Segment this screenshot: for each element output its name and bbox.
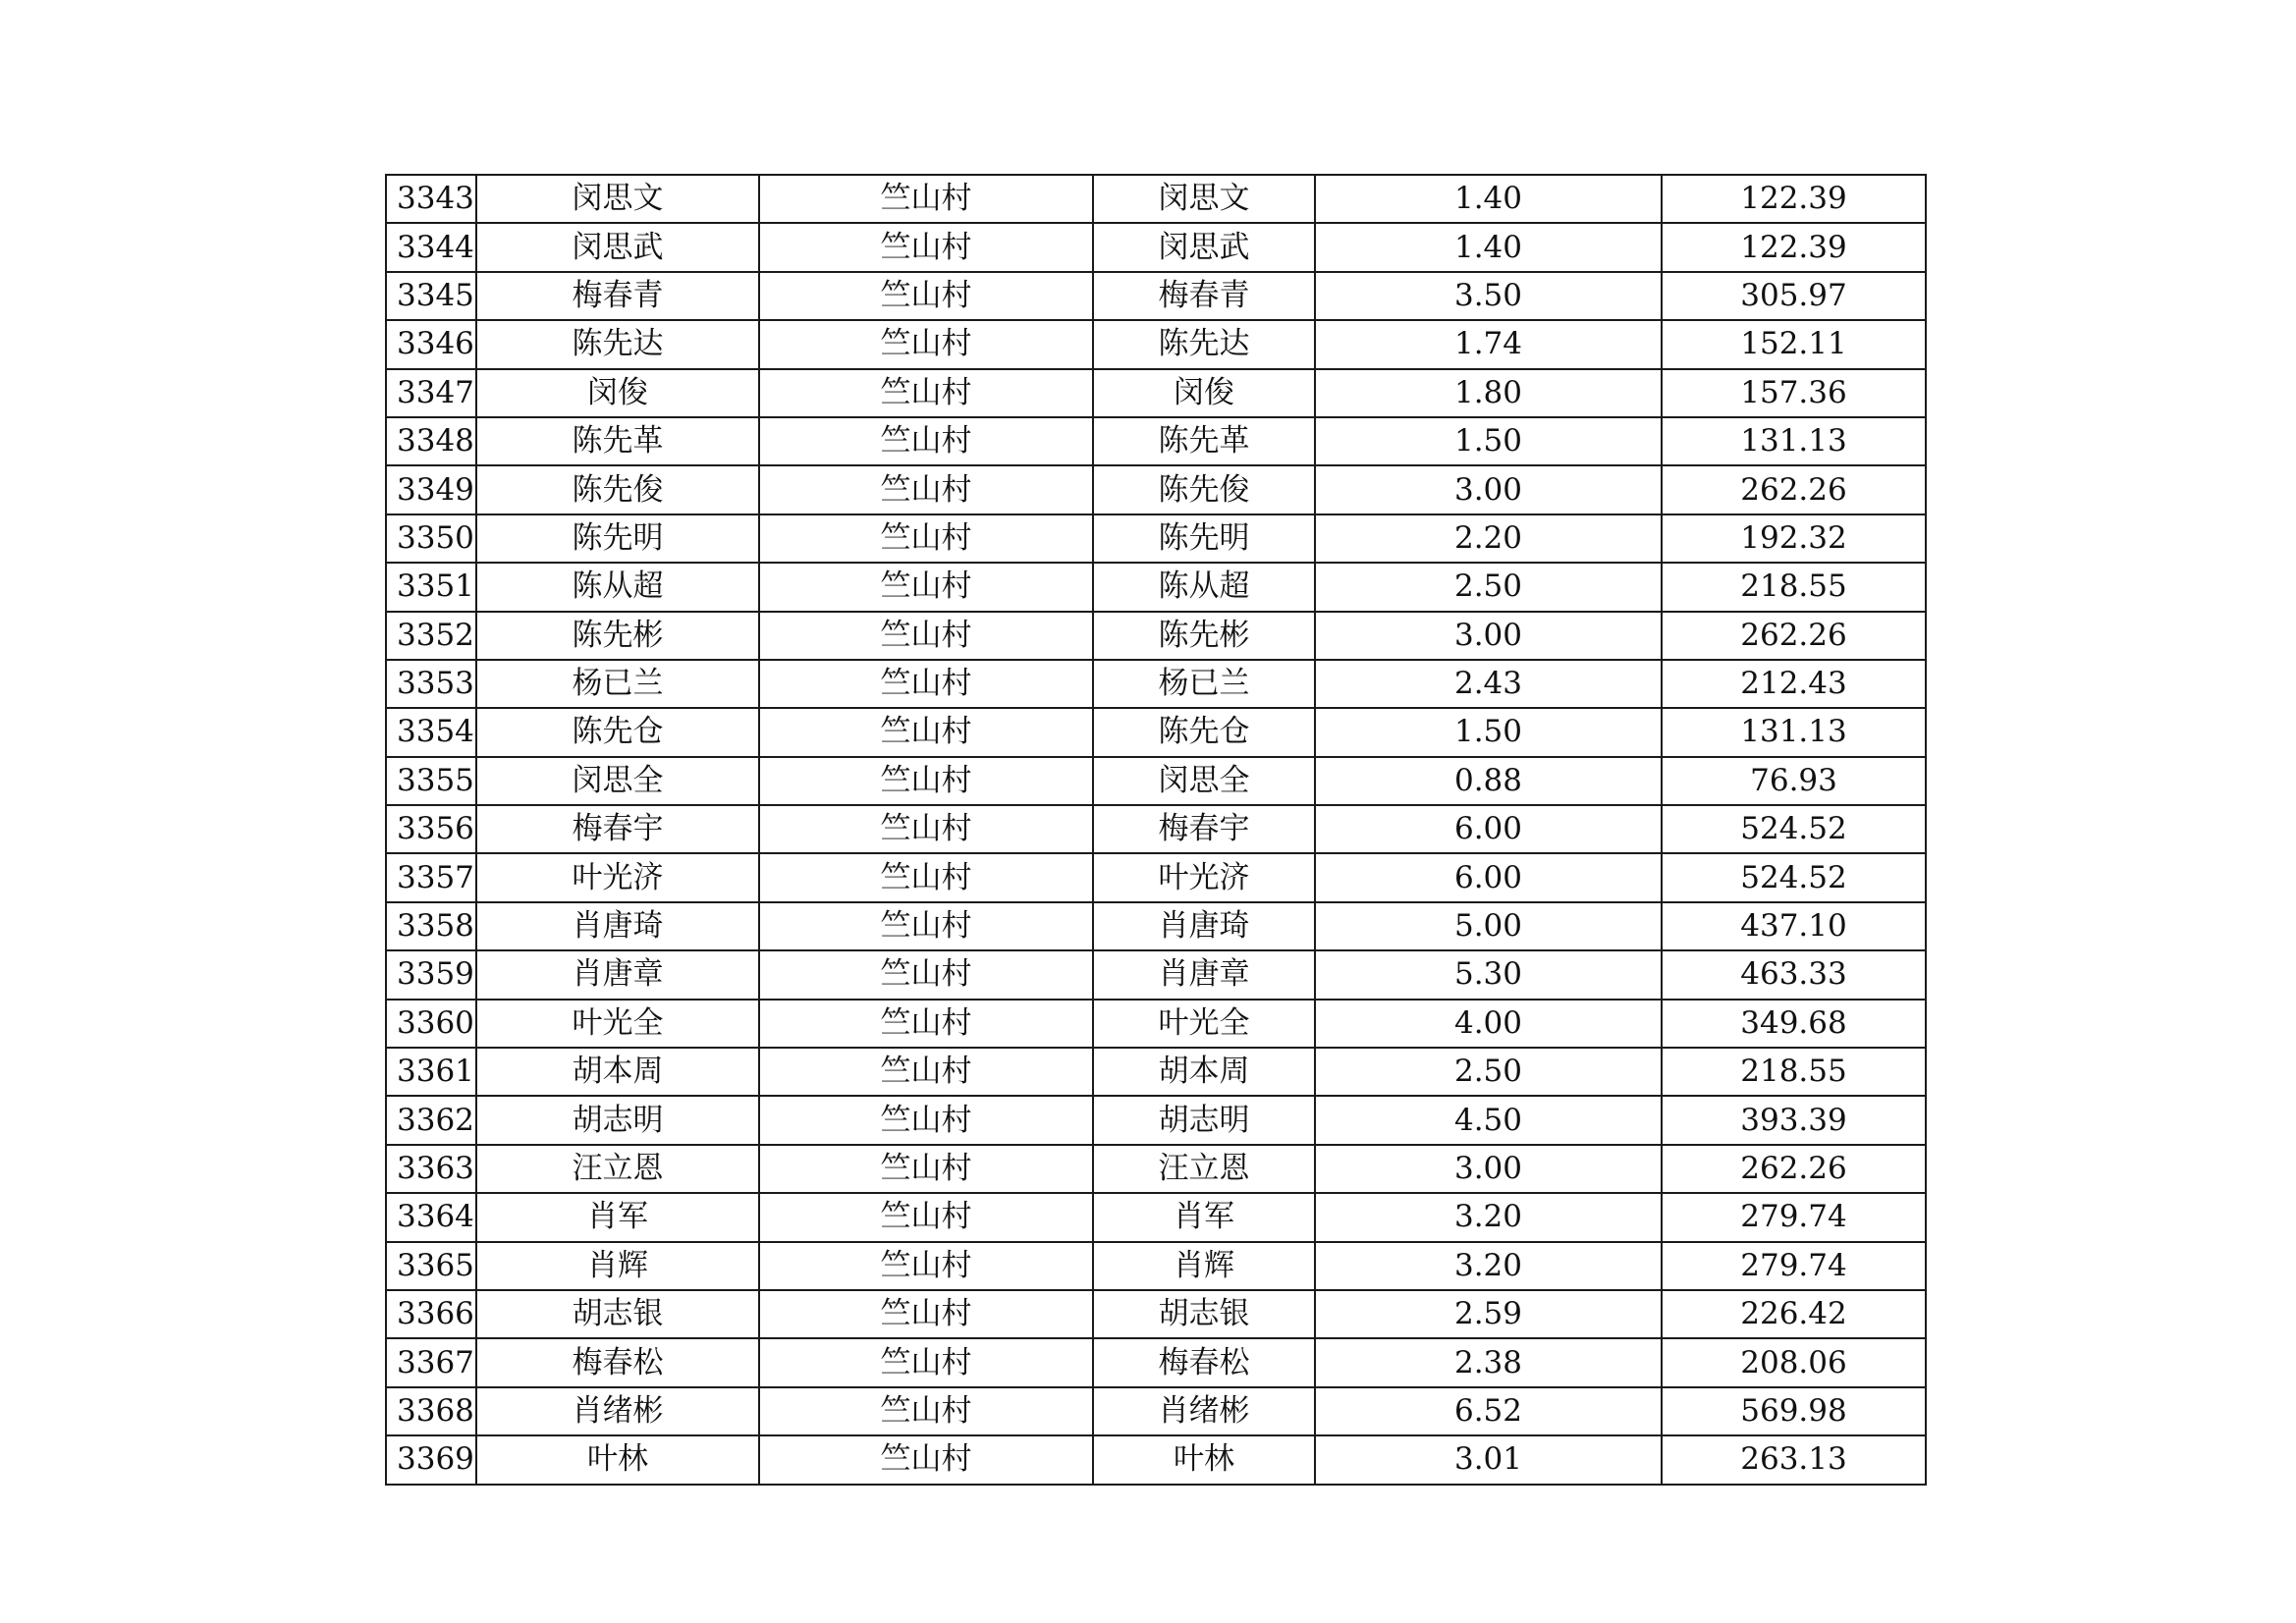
cell-name: 闵俊 (476, 369, 759, 417)
cell-area: 2.43 (1315, 660, 1662, 708)
cell-serial-number: 3353 (386, 660, 476, 708)
cell-area: 3.20 (1315, 1242, 1662, 1290)
cell-serial-number: 3363 (386, 1145, 476, 1193)
cell-name: 叶林 (476, 1435, 759, 1484)
cell-village: 竺山村 (759, 417, 1093, 465)
table-row (386, 1193, 1926, 1241)
cell-account-holder: 闵思全 (1093, 757, 1315, 805)
cell-area: 1.40 (1315, 175, 1662, 223)
cell-village: 竺山村 (759, 1096, 1093, 1144)
cell-village: 竺山村 (759, 612, 1093, 660)
cell-amount: 218.55 (1662, 563, 1926, 611)
cell-area: 1.50 (1315, 417, 1662, 465)
cell-village: 竺山村 (759, 1145, 1093, 1193)
cell-name: 闵思全 (476, 757, 759, 805)
cell-village: 竺山村 (759, 1000, 1093, 1048)
cell-account-holder: 叶光全 (1093, 1000, 1315, 1048)
cell-area: 3.01 (1315, 1435, 1662, 1484)
cell-account-holder: 汪立恩 (1093, 1145, 1315, 1193)
cell-area: 3.00 (1315, 465, 1662, 514)
cell-area: 2.59 (1315, 1290, 1662, 1338)
table-row (386, 1048, 1926, 1096)
table-row (386, 417, 1926, 465)
table-row (386, 514, 1926, 563)
cell-serial-number: 3351 (386, 563, 476, 611)
cell-amount: 279.74 (1662, 1193, 1926, 1241)
cell-serial-number: 3346 (386, 320, 476, 368)
table-row (386, 563, 1926, 611)
register-table-body (386, 175, 1926, 1485)
cell-account-holder: 胡志明 (1093, 1096, 1315, 1144)
table-row (386, 853, 1926, 901)
cell-account-holder: 陈先明 (1093, 514, 1315, 563)
cell-serial-number: 3367 (386, 1338, 476, 1386)
cell-amount: 212.43 (1662, 660, 1926, 708)
cell-name: 胡志银 (476, 1290, 759, 1338)
cell-serial-number: 3360 (386, 1000, 476, 1048)
cell-account-holder: 闵俊 (1093, 369, 1315, 417)
cell-amount: 463.33 (1662, 950, 1926, 999)
table-row (386, 1000, 1926, 1048)
cell-village: 竺山村 (759, 805, 1093, 853)
cell-area: 2.38 (1315, 1338, 1662, 1386)
cell-account-holder: 陈先仓 (1093, 708, 1315, 756)
table-row (386, 805, 1926, 853)
cell-village: 竺山村 (759, 1193, 1093, 1241)
cell-name: 陈从超 (476, 563, 759, 611)
table-row (386, 1290, 1926, 1338)
cell-amount: 122.39 (1662, 223, 1926, 271)
cell-serial-number: 3359 (386, 950, 476, 999)
cell-area: 2.50 (1315, 1048, 1662, 1096)
table-row (386, 1145, 1926, 1193)
cell-account-holder: 肖唐章 (1093, 950, 1315, 999)
cell-area: 2.50 (1315, 563, 1662, 611)
cell-village: 竺山村 (759, 1048, 1093, 1096)
cell-serial-number: 3350 (386, 514, 476, 563)
cell-name: 胡志明 (476, 1096, 759, 1144)
cell-amount: 262.26 (1662, 612, 1926, 660)
cell-name: 肖唐琦 (476, 902, 759, 950)
cell-area: 1.40 (1315, 223, 1662, 271)
cell-serial-number: 3369 (386, 1435, 476, 1484)
cell-village: 竺山村 (759, 708, 1093, 756)
table-row (386, 272, 1926, 320)
cell-amount: 76.93 (1662, 757, 1926, 805)
cell-amount: 192.32 (1662, 514, 1926, 563)
cell-serial-number: 3347 (386, 369, 476, 417)
cell-village: 竺山村 (759, 1387, 1093, 1435)
cell-account-holder: 梅春松 (1093, 1338, 1315, 1386)
cell-village: 竺山村 (759, 272, 1093, 320)
cell-account-holder: 闵思武 (1093, 223, 1315, 271)
cell-serial-number: 3358 (386, 902, 476, 950)
cell-account-holder: 陈先彬 (1093, 612, 1315, 660)
cell-name: 汪立恩 (476, 1145, 759, 1193)
cell-account-holder: 闵思文 (1093, 175, 1315, 223)
cell-village: 竺山村 (759, 1338, 1093, 1386)
cell-village: 竺山村 (759, 950, 1093, 999)
cell-account-holder: 肖军 (1093, 1193, 1315, 1241)
cell-area: 2.20 (1315, 514, 1662, 563)
table-row (386, 1338, 1926, 1386)
cell-village: 竺山村 (759, 1435, 1093, 1484)
cell-serial-number: 3345 (386, 272, 476, 320)
cell-serial-number: 3354 (386, 708, 476, 756)
cell-amount: 524.52 (1662, 853, 1926, 901)
cell-name: 陈先革 (476, 417, 759, 465)
cell-name: 闵思武 (476, 223, 759, 271)
cell-area: 5.30 (1315, 950, 1662, 999)
table-row (386, 757, 1926, 805)
cell-serial-number: 3356 (386, 805, 476, 853)
cell-serial-number: 3365 (386, 1242, 476, 1290)
cell-serial-number: 3366 (386, 1290, 476, 1338)
cell-village: 竺山村 (759, 514, 1093, 563)
table-row (386, 320, 1926, 368)
table-row (386, 223, 1926, 271)
table-row (386, 902, 1926, 950)
cell-amount: 131.13 (1662, 708, 1926, 756)
cell-amount: 262.26 (1662, 465, 1926, 514)
cell-name: 肖唐章 (476, 950, 759, 999)
cell-serial-number: 3348 (386, 417, 476, 465)
table-row (386, 612, 1926, 660)
cell-amount: 569.98 (1662, 1387, 1926, 1435)
cell-serial-number: 3352 (386, 612, 476, 660)
cell-serial-number: 3364 (386, 1193, 476, 1241)
cell-village: 竺山村 (759, 223, 1093, 271)
cell-area: 3.00 (1315, 1145, 1662, 1193)
cell-area: 5.00 (1315, 902, 1662, 950)
cell-amount: 218.55 (1662, 1048, 1926, 1096)
cell-village: 竺山村 (759, 757, 1093, 805)
cell-village: 竺山村 (759, 465, 1093, 514)
table-row (386, 1387, 1926, 1435)
cell-name: 梅春青 (476, 272, 759, 320)
cell-serial-number: 3349 (386, 465, 476, 514)
cell-area: 1.50 (1315, 708, 1662, 756)
cell-amount: 305.97 (1662, 272, 1926, 320)
cell-serial-number: 3343 (386, 175, 476, 223)
cell-amount: 263.13 (1662, 1435, 1926, 1484)
register-table (385, 174, 1927, 1486)
table-row (386, 1096, 1926, 1144)
cell-amount: 393.39 (1662, 1096, 1926, 1144)
table-row (386, 465, 1926, 514)
cell-area: 3.00 (1315, 612, 1662, 660)
cell-village: 竺山村 (759, 902, 1093, 950)
cell-amount: 122.39 (1662, 175, 1926, 223)
cell-account-holder: 陈先革 (1093, 417, 1315, 465)
cell-amount: 152.11 (1662, 320, 1926, 368)
cell-area: 4.50 (1315, 1096, 1662, 1144)
cell-name: 叶光全 (476, 1000, 759, 1048)
cell-village: 竺山村 (759, 1290, 1093, 1338)
cell-village: 竺山村 (759, 563, 1093, 611)
cell-serial-number: 3368 (386, 1387, 476, 1435)
cell-village: 竺山村 (759, 369, 1093, 417)
cell-name: 叶光济 (476, 853, 759, 901)
cell-name: 陈先俊 (476, 465, 759, 514)
table-row (386, 660, 1926, 708)
cell-area: 6.00 (1315, 853, 1662, 901)
cell-amount: 437.10 (1662, 902, 1926, 950)
cell-name: 梅春宇 (476, 805, 759, 853)
cell-name: 陈先彬 (476, 612, 759, 660)
cell-account-holder: 叶林 (1093, 1435, 1315, 1484)
cell-account-holder: 陈先达 (1093, 320, 1315, 368)
cell-area: 4.00 (1315, 1000, 1662, 1048)
cell-account-holder: 肖绪彬 (1093, 1387, 1315, 1435)
cell-account-holder: 梅春宇 (1093, 805, 1315, 853)
cell-amount: 157.36 (1662, 369, 1926, 417)
cell-account-holder: 胡志银 (1093, 1290, 1315, 1338)
cell-serial-number: 3361 (386, 1048, 476, 1096)
cell-serial-number: 3357 (386, 853, 476, 901)
cell-amount: 226.42 (1662, 1290, 1926, 1338)
cell-account-holder: 梅春青 (1093, 272, 1315, 320)
cell-amount: 208.06 (1662, 1338, 1926, 1386)
cell-area: 1.74 (1315, 320, 1662, 368)
cell-area: 1.80 (1315, 369, 1662, 417)
cell-account-holder: 杨已兰 (1093, 660, 1315, 708)
cell-name: 陈先仓 (476, 708, 759, 756)
table-row (386, 1242, 1926, 1290)
cell-account-holder: 陈从超 (1093, 563, 1315, 611)
cell-area: 0.88 (1315, 757, 1662, 805)
cell-serial-number: 3362 (386, 1096, 476, 1144)
cell-name: 肖辉 (476, 1242, 759, 1290)
cell-area: 6.52 (1315, 1387, 1662, 1435)
cell-area: 3.50 (1315, 272, 1662, 320)
table-row (386, 708, 1926, 756)
table-row (386, 1435, 1926, 1484)
cell-area: 3.20 (1315, 1193, 1662, 1241)
cell-name: 胡本周 (476, 1048, 759, 1096)
cell-village: 竺山村 (759, 853, 1093, 901)
cell-name: 梅春松 (476, 1338, 759, 1386)
cell-account-holder: 陈先俊 (1093, 465, 1315, 514)
cell-account-holder: 叶光济 (1093, 853, 1315, 901)
cell-amount: 349.68 (1662, 1000, 1926, 1048)
cell-name: 杨已兰 (476, 660, 759, 708)
cell-amount: 262.26 (1662, 1145, 1926, 1193)
cell-name: 肖绪彬 (476, 1387, 759, 1435)
cell-amount: 524.52 (1662, 805, 1926, 853)
cell-village: 竺山村 (759, 320, 1093, 368)
table-row (386, 950, 1926, 999)
cell-serial-number: 3344 (386, 223, 476, 271)
cell-amount: 279.74 (1662, 1242, 1926, 1290)
cell-name: 陈先明 (476, 514, 759, 563)
cell-village: 竺山村 (759, 1242, 1093, 1290)
cell-village: 竺山村 (759, 660, 1093, 708)
cell-name: 肖军 (476, 1193, 759, 1241)
cell-name: 陈先达 (476, 320, 759, 368)
table-row (386, 175, 1926, 223)
cell-village: 竺山村 (759, 175, 1093, 223)
cell-area: 6.00 (1315, 805, 1662, 853)
cell-account-holder: 胡本周 (1093, 1048, 1315, 1096)
cell-account-holder: 肖辉 (1093, 1242, 1315, 1290)
table-row (386, 369, 1926, 417)
cell-name: 闵思文 (476, 175, 759, 223)
cell-account-holder: 肖唐琦 (1093, 902, 1315, 950)
cell-serial-number: 3355 (386, 757, 476, 805)
cell-amount: 131.13 (1662, 417, 1926, 465)
